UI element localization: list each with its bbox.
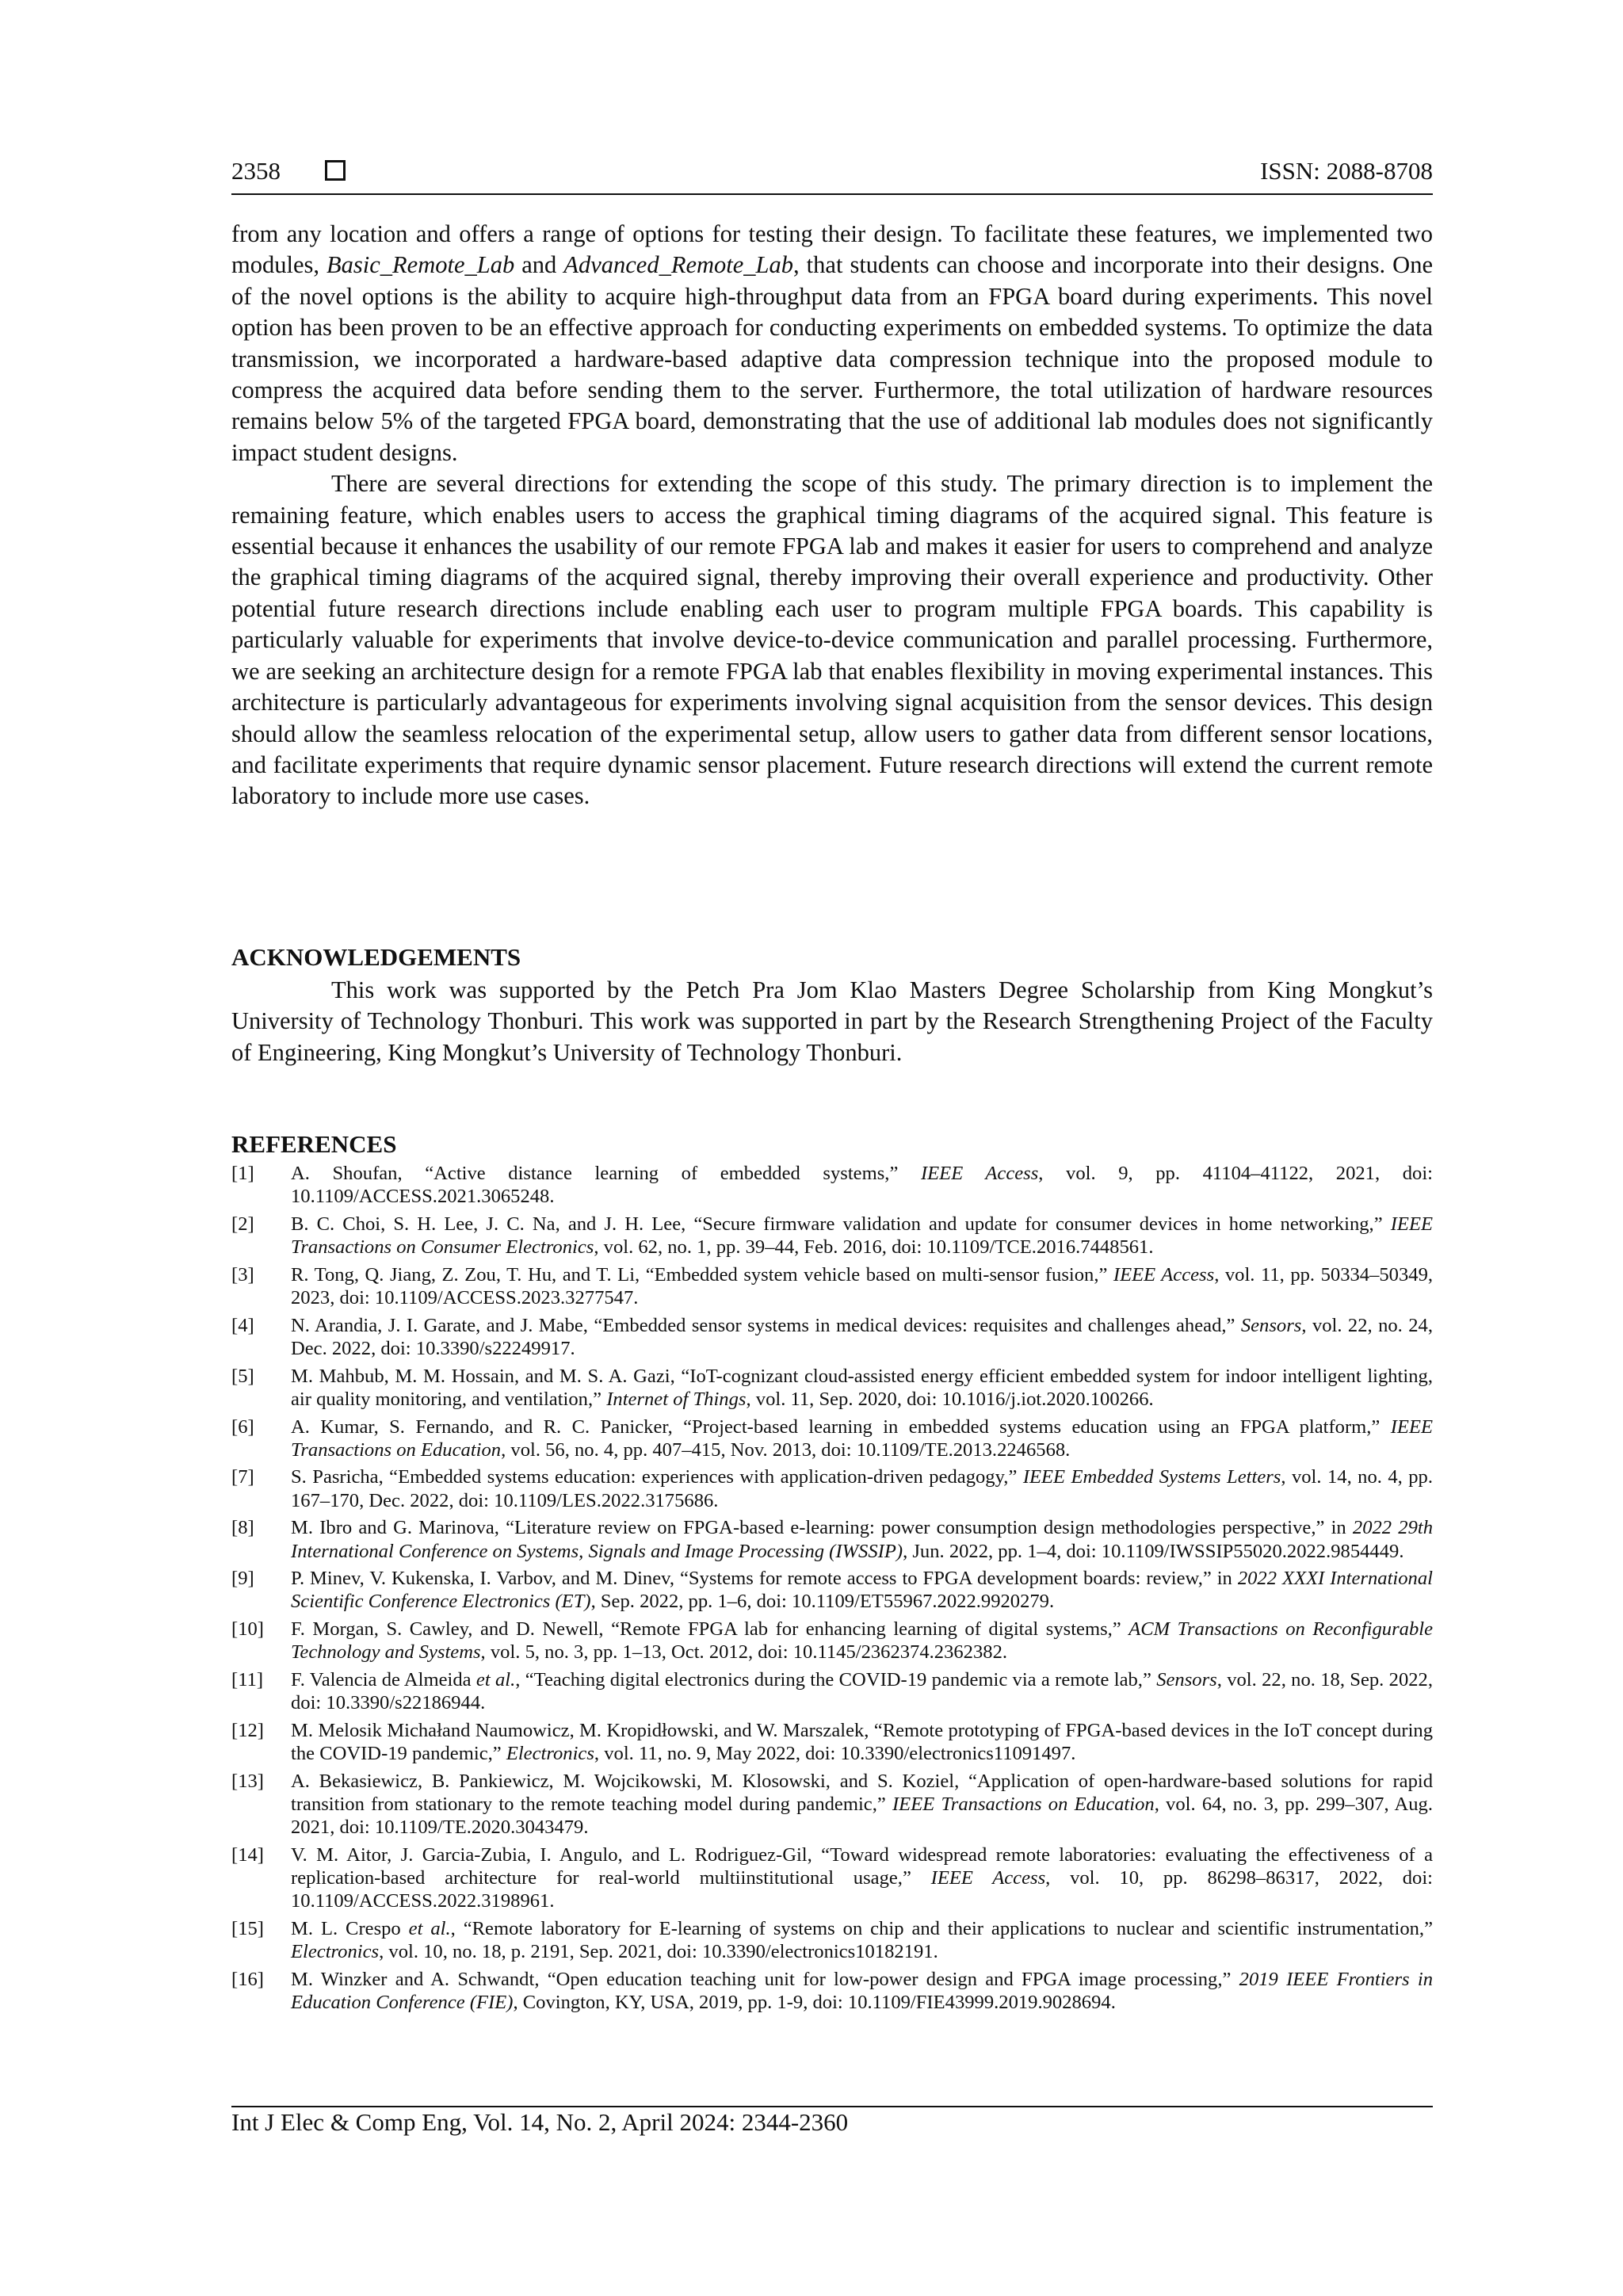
text-run: There are several directions for extending the scope of this study. The primary direction is to implement the remaining feature, which enables users to access the graphical timing diagrams of the acquired signal. This feature is essential because it enhances the usability of our remote FPGA lab and makes it easier for users to comprehend and analyze the graphical timing diagrams of the acquired signal, thereby improving their overall experience and productivity. Other potential future research directions include enabling each user to program multiple FPGA boards. This capability is particularly valuable for experiments that involve device-to-device communication and parallel processing. Furthermore, we are seeking an architecture design for a remote FPGA lab that enables flexibility in moving experimental instances. This architecture is particularly advantageous for experiments involving signal acquisition from the sensor devices. This design should allow the seamless relocation of the experimental setup, allow users to gather data from different sensor locations, and facilitate experiments that require dynamic sensor placement. Future research directions will extend the current remote laboratory to include more use cases. <box>231 470 1433 810</box>
italic-text: IEEE Access <box>1113 1263 1215 1286</box>
text-run: and <box>514 251 564 279</box>
text-run: M. L. Crespo <box>291 1918 409 1940</box>
italic-text: Sensors <box>1156 1669 1217 1691</box>
text-run: from any location and offers a range of options for testing their design. To facilitate these features, we implemented two modules, <box>231 220 1433 279</box>
italic-text: Basic_Remote_Lab <box>327 251 515 279</box>
reference-number: [4] <box>231 1314 254 1336</box>
reference-text <box>291 1263 1433 1309</box>
italic-text: IEEE Access <box>930 1867 1046 1889</box>
text-run: , vol. 10, no. 18, p. 2191, Sep. 2021, doi: 10.3390/electronics10182191. <box>379 1941 938 1963</box>
text-run: M. Winzker and A. Schwandt, “Open education teaching unit for low-power design and FPGA image processing,” <box>291 1969 1239 1990</box>
reference-number: [8] <box>231 1517 254 1539</box>
reference-item <box>231 1415 1433 1461</box>
reference-text <box>291 1465 1433 1511</box>
text-run: M. Ibro and G. Marinova, “Literature review on FPGA-based e-learning: power consumption design methodologies perspective,” in <box>291 1517 1353 1539</box>
acknowledgements-section <box>231 975 1433 1068</box>
reference-number: [14] <box>231 1843 264 1866</box>
text-run: , vol. 10, pp. 86298–86317, 2022, doi: 10.1109/ACCESS.2022.3198961. <box>291 1867 1433 1912</box>
italic-text: IEEE Transactions on Education <box>291 1415 1433 1461</box>
text-run: , “Teaching digital electronics during the COVID-19 pandemic via a remote lab,” <box>515 1669 1157 1691</box>
page-number: 2358 <box>231 157 281 185</box>
reference-item <box>231 1968 1433 2014</box>
text-run: , vol. 11, Sep. 2020, doi: 10.1016/j.iot.2020.100266. <box>746 1388 1154 1410</box>
text-run: A. Bekasiewicz, B. Pankiewicz, M. Wojcikowski, M. Klosowski, and S. Koziel, “Application of open-hardware-based solutions for rapid transition from stationary to the remote teaching model during pandemic,” <box>291 1770 1433 1816</box>
italic-text: Electronics <box>291 1941 380 1963</box>
reference-number: [5] <box>231 1365 254 1387</box>
text-run: , vol. 64, no. 3, pp. 299–307, Aug. 2021, doi: 10.1109/TE.2020.3043479. <box>291 1794 1433 1839</box>
text-run: , vol. 22, no. 24, Dec. 2022, doi: 10.3390/s22249917. <box>291 1314 1433 1359</box>
reference-item <box>231 1162 1433 1208</box>
text-run: A. Kumar, S. Fernando, and R. C. Panicker, “Project-based learning in embedded systems education using an FPGA platform,” <box>291 1415 1391 1438</box>
text-run: , vol. 5, no. 3, pp. 1–13, Oct. 2012, doi: 10.1145/2362374.2362382. <box>480 1641 1008 1664</box>
text-run: V. M. Aitor, J. Garcia-Zubia, I. Angulo, and L. Rodriguez-Gil, “Toward widespread remote laboratories: evaluating the effectiveness of a replication-based architecture for real-world multiinstitutional usage,” <box>291 1843 1433 1889</box>
italic-text: IEEE Transactions on Consumer Electronics <box>291 1213 1433 1259</box>
text-run: M. Melosik Michałand Naumowicz, M. Kropidłowski, and W. Marszalek, “Remote prototyping of FPGA-based devices in the IoT concept during the COVID-19 pandemic,” <box>291 1719 1433 1765</box>
text-run: M. Mahbub, M. M. Hossain, and M. S. A. Gazi, “IoT-cognizant cloud-assisted energy efficient embedded system for indoor intelligent lighting, air quality monitoring, and ventilation,” <box>291 1365 1433 1410</box>
italic-text: IEEE Access <box>920 1163 1039 1184</box>
body-paragraph <box>231 219 1433 468</box>
reference-item <box>231 1843 1433 1913</box>
reference-number: [13] <box>231 1770 264 1792</box>
text-run: N. Arandia, J. I. Garate, and J. Mabe, “Embedded sensor systems in medical devices: requisites and challenges ahead,” <box>291 1314 1241 1336</box>
reference-text <box>291 1516 1433 1562</box>
reference-number: [10] <box>231 1618 264 1641</box>
text-run: , vol. 62, no. 1, pp. 39–44, Feb. 2016, doi: 10.1109/TCE.2016.7448561. <box>594 1236 1154 1259</box>
reference-item <box>231 1465 1433 1511</box>
reference-number: [1] <box>231 1163 254 1184</box>
text-run: , vol. 22, no. 18, Sep. 2022, doi: 10.3390/s22186944. <box>291 1669 1433 1714</box>
reference-number: [15] <box>231 1918 264 1940</box>
reference-item <box>231 1770 1433 1839</box>
references-heading: REFERENCES <box>231 1130 397 1158</box>
acknowledgements-heading: ACKNOWLEDGEMENTS <box>231 943 521 971</box>
italic-text: 2022 XXXI International Scientific Conference Electronics (ET) <box>291 1568 1433 1613</box>
issn: ISSN: 2088-8708 <box>1260 157 1433 185</box>
italic-text: 2019 IEEE Frontiers in Education Conference (FIE) <box>291 1969 1433 2014</box>
text-run: B. C. Choi, S. H. Lee, J. C. Na, and J. H. Lee, “Secure firmware validation and update for consumer devices in home networking,” <box>291 1213 1391 1235</box>
text-run: , that students can choose and incorporate into their designs. One of the novel options is the ability to acquire high-throughput data from an FPGA board during experiments. This novel option has been proven to be an effective approach for conducting experiments on embedded systems. To optimize the data transmission, we incorporated a hardware-based adaptive data compression technique into the proposed module to compress the acquired data before sending them to the server. Furthermore, the total utilization of hardware resources remains below 5% of the targeted FPGA board, demonstrating that the use of additional lab modules does not significantly impact student designs. <box>231 251 1433 466</box>
text-run: , Covington, KY, USA, 2019, pp. 1-9, doi: 10.1109/FIE43999.2019.9028694. <box>513 1992 1116 2014</box>
reference-item <box>231 1668 1433 1714</box>
text-run: , Sep. 2022, pp. 1–6, doi: 10.1109/ET55967.2022.9920279. <box>590 1591 1055 1613</box>
reference-number: [9] <box>231 1568 254 1590</box>
page-header <box>231 155 1433 192</box>
italic-text: Internet of Things <box>606 1388 747 1410</box>
reference-number: [16] <box>231 1969 264 1990</box>
text-run: , vol. 11, pp. 50334–50349, 2023, doi: 10.1109/ACCESS.2023.3277547. <box>291 1263 1434 1309</box>
reference-text <box>291 1668 1433 1714</box>
text-run: S. Pasricha, “Embedded systems education: experiences with application-driven pedagogy,” <box>291 1466 1023 1488</box>
reference-text <box>291 1618 1433 1664</box>
reference-text <box>291 1567 1433 1613</box>
italic-text: IEEE Embedded Systems Letters <box>1022 1466 1281 1488</box>
reference-text <box>291 1843 1433 1913</box>
text-run: , vol. 14, no. 4, pp. 167–170, Dec. 2022, doi: 10.1109/LES.2022.3175686. <box>291 1466 1433 1511</box>
text-run: R. Tong, Q. Jiang, Z. Zou, T. Hu, and T. Li, “Embedded system vehicle based on multi-sensor fusion,” <box>291 1263 1113 1286</box>
reference-text <box>291 1415 1433 1461</box>
reference-item <box>231 1719 1433 1765</box>
italic-text: IEEE Transactions on Education <box>892 1794 1155 1816</box>
reference-number: [6] <box>231 1415 254 1438</box>
reference-text <box>291 1365 1433 1411</box>
reference-text <box>291 1162 1433 1208</box>
text-run: F. Valencia de Almeida <box>291 1669 476 1691</box>
italic-text: Advanced_Remote_Lab <box>563 251 794 279</box>
footer-rule <box>231 2106 1433 2107</box>
reference-item <box>231 1213 1433 1259</box>
italic-text: Electronics <box>506 1743 594 1765</box>
square-bullet-icon <box>325 160 346 181</box>
text-run: , vol. 9, pp. 41104–41122, 2021, doi: 10.1109/ACCESS.2021.3065248. <box>291 1163 1433 1208</box>
italic-text: ACM Transactions on Reconfigurable Technology and Systems <box>291 1618 1433 1664</box>
reference-text <box>291 1719 1433 1765</box>
reference-text <box>291 1314 1433 1360</box>
reference-item <box>231 1516 1433 1562</box>
reference-item <box>231 1917 1433 1963</box>
italic-text: et al. <box>475 1669 516 1691</box>
reference-number: [7] <box>231 1466 254 1488</box>
text-run: F. Morgan, S. Cawley, and D. Newell, “Remote FPGA lab for enhancing learning of digital systems,” <box>291 1618 1129 1641</box>
reference-number: [3] <box>231 1263 254 1286</box>
text-run: , “Remote laboratory for E-learning of systems on chip and their applications to nuclear and scientific instrumentation,” <box>450 1918 1433 1940</box>
reference-item <box>231 1567 1433 1613</box>
reference-number: [12] <box>231 1719 264 1741</box>
reference-text <box>291 1213 1433 1259</box>
reference-item <box>231 1365 1433 1411</box>
acknowledgements-text: This work was supported by the Petch Pra Jom Klao Masters Degree Scholarship from King Mongkut’s University of Technology Thonburi. This work was supported in part by the Research Strengthening Project of the Faculty of Engineering, King Mongkut’s University of Technology Thonburi. <box>231 976 1433 1066</box>
text-run: , vol. 11, no. 9, May 2022, doi: 10.3390/electronics11091497. <box>594 1743 1076 1765</box>
reference-item <box>231 1263 1433 1309</box>
text-run: A. Shoufan, “Active distance learning of embedded systems,” <box>291 1163 921 1184</box>
reference-text <box>291 1770 1433 1839</box>
reference-number: [11] <box>231 1669 264 1691</box>
italic-text: Sensors <box>1240 1314 1302 1336</box>
text-run: , Jun. 2022, pp. 1–4, doi: 10.1109/IWSSIP55020.2022.9854449. <box>903 1540 1404 1562</box>
reference-item <box>231 1618 1433 1664</box>
reference-number: [2] <box>231 1213 254 1235</box>
reference-text <box>291 1917 1433 1963</box>
references-list <box>231 1162 1433 2019</box>
text-run: , vol. 56, no. 4, pp. 407–415, Nov. 2013, doi: 10.1109/TE.2013.2246568. <box>501 1438 1071 1461</box>
page-footer: Int J Elec & Comp Eng, Vol. 14, No. 2, April 2024: 2344-2360 <box>231 2108 849 2136</box>
text-run: P. Minev, V. Kukenska, I. Varbov, and M. Dinev, “Systems for remote access to FPGA development boards: review,” in <box>291 1568 1238 1590</box>
reference-item <box>231 1314 1433 1360</box>
reference-text <box>291 1968 1433 2014</box>
body-paragraph <box>231 468 1433 812</box>
body-text <box>231 219 1433 812</box>
italic-text: et al. <box>408 1918 451 1940</box>
header-rule <box>231 193 1433 195</box>
italic-text: 2022 29th International Conference on Systems, Signals and Image Processing (IWSSIP) <box>291 1517 1434 1562</box>
